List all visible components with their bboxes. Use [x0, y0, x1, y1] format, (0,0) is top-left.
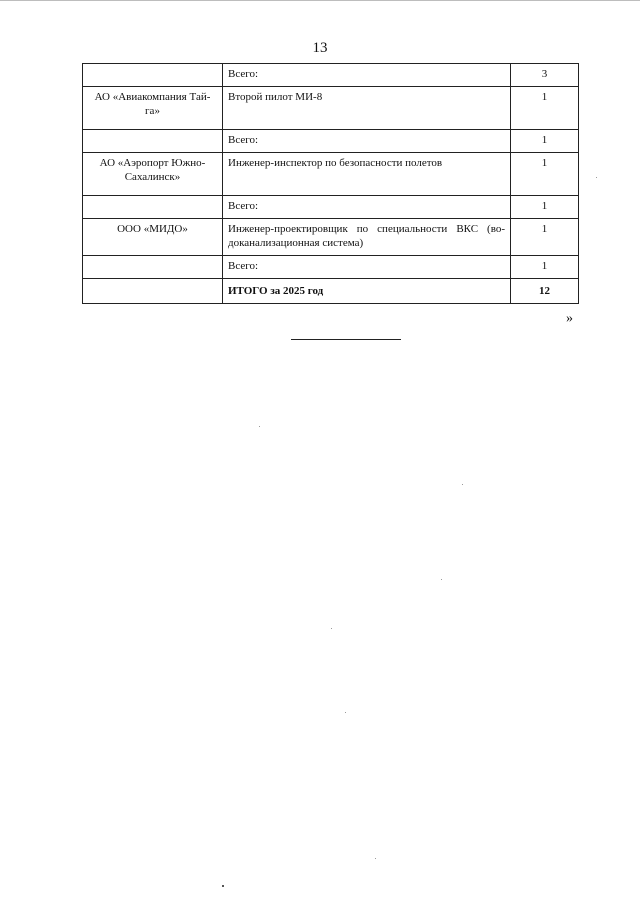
- table-row-subtotal: [83, 64, 579, 87]
- scan-speck: [462, 484, 463, 485]
- count-cell: 1: [511, 130, 579, 153]
- organization-cell: [83, 130, 223, 153]
- table-row: [83, 153, 579, 196]
- count-cell: 1: [511, 87, 579, 130]
- organization-cell: [83, 256, 223, 279]
- table-row-subtotal: [83, 196, 579, 219]
- grand-total-count: 12: [511, 279, 579, 304]
- scan-speck: [259, 426, 260, 427]
- position-cell: Всего:: [223, 64, 511, 87]
- position-cell: Всего:: [223, 196, 511, 219]
- scan-speck: [441, 579, 442, 580]
- table-row: [83, 219, 579, 256]
- count-cell: 1: [511, 196, 579, 219]
- organization-cell: [83, 279, 223, 304]
- table-row-grand-total: [83, 279, 579, 304]
- position-cell: Всего:: [223, 130, 511, 153]
- organization-cell: [83, 64, 223, 87]
- top-scan-edge: [0, 0, 640, 1]
- position-cell: Всего:: [223, 256, 511, 279]
- end-of-document-line: [291, 339, 401, 340]
- count-cell: 1: [511, 153, 579, 196]
- scan-speck: [596, 177, 597, 178]
- scan-speck: [345, 712, 346, 713]
- table-row-subtotal: [83, 256, 579, 279]
- count-cell: 1: [511, 256, 579, 279]
- organization-cell: [83, 196, 223, 219]
- scan-speck: [222, 885, 224, 887]
- position-cell: Инженер-инспектор по безопасности полетов: [223, 153, 511, 196]
- table-row: [83, 87, 579, 130]
- scan-speck: [331, 628, 332, 629]
- organization-cell: АО «Авиакомпания Тай-га»: [83, 87, 223, 130]
- scan-speck: [375, 858, 376, 859]
- table-row-subtotal: [83, 130, 579, 153]
- page-number: 13: [312, 40, 328, 56]
- allocation-table: [82, 63, 579, 304]
- organization-cell: ООО «МИДО»: [83, 219, 223, 256]
- count-cell: 3: [511, 64, 579, 87]
- count-cell: 1: [511, 219, 579, 256]
- closing-quote-mark: »: [566, 311, 573, 326]
- grand-total-label: ИТОГО за 2025 год: [223, 279, 511, 304]
- position-cell: Инженер-проектировщик по специальности ВКС (во-доканализационная система): [223, 219, 511, 256]
- organization-cell: АО «Аэропорт Южно-Сахалинск»: [83, 153, 223, 196]
- position-cell: Второй пилот МИ-8: [223, 87, 511, 130]
